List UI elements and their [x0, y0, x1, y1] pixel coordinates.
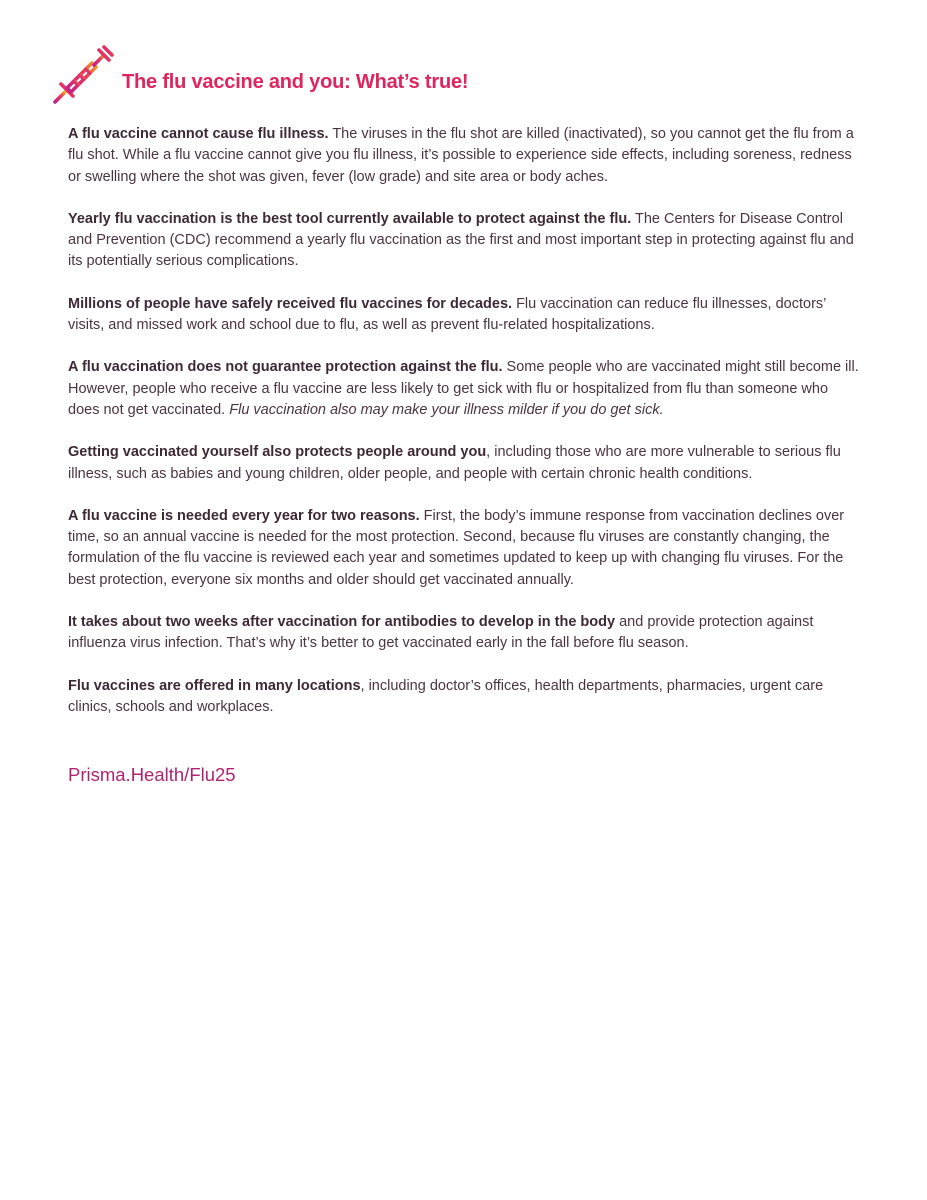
paragraph-text: , including those who are more vulnerable to serious flu illness, such as babies and young children, older people, and people with certain chronic health conditions. — [68, 444, 841, 482]
header — [52, 44, 872, 108]
paragraph-lead: Getting vaccinated yourself also protects people around you — [68, 444, 487, 461]
paragraph-text: The Centers for Disease Control and Prevention (CDC) recommend a yearly flu vaccination as the first and most important step in protecting against flu and its potentially serious complications. — [68, 210, 854, 270]
paragraph-lead: Flu vaccines are offered in many locations — [68, 677, 361, 694]
paragraph-text: and provide protection against influenza virus infection. That’s why it’s better to get vaccinated early in the fall before flu season. — [68, 614, 814, 652]
paragraph-lead: A flu vaccine cannot cause flu illness. — [68, 126, 329, 142]
paragraph-lead: It takes about two weeks after vaccination for antibodies to develop in the body — [68, 614, 616, 631]
page-title: The flu vaccine and you: What’s true! — [122, 71, 469, 93]
paragraph-text: Flu vaccination can reduce flu illnesses, doctors’ visits, and missed work and school due to flu, as well as prevent flu-related hospitalizations. — [68, 295, 826, 334]
paragraph-flu-vaccine-safety — [68, 124, 863, 188]
paragraph-two-reasons — [68, 506, 863, 591]
paragraph-lead: A flu vaccination does not guarantee protection against the flu. — [68, 359, 503, 376]
paragraph-text: The viruses in the flu shot are killed (inactivated), so you cannot get the flu from a flu shot. While a flu vaccine cannot give you flu illness, it’s possible to experience side effects, including soreness, redness or swelling where the shot was given, fever (low grade) and site area or body aches. — [68, 126, 854, 185]
paragraph-lead: A flu vaccine is needed every year for two reasons. — [68, 507, 420, 524]
syringe-icon — [52, 44, 116, 108]
paragraph-text: Some people who are vaccinated might still become ill. However, people who receive a flu vaccine are less likely to get sick with flu or hospitalized from flu than someone who does not get vaccinated. — [68, 359, 859, 418]
paragraph-text: First, the body’s immune response from vaccination declines over time, so an annual vaccine is needed for the most protection. Second, because flu viruses are constantly changing, the formulation of the flu vaccine is reviewed each year and sometimes updated to keep up with changing flu viruses. For the best protection, everyone six months and older should get vaccinated annually. — [68, 507, 845, 588]
paragraph-yearly-vaccination — [68, 209, 863, 273]
paragraph-italic-note: Flu vaccination also may make your illness milder if you do get sick. — [229, 401, 664, 418]
paragraph-millions-vaccinated — [68, 294, 863, 337]
paragraph-protects-others — [68, 442, 863, 485]
paragraph-locations — [68, 676, 863, 719]
paragraph-text: , including doctor’s offices, health departments, pharmacies, urgent care clinics, schools and workplaces. — [68, 677, 824, 715]
document-body — [68, 124, 863, 739]
prisma-health-flu-link[interactable]: Prisma.Health/Flu25 — [68, 764, 236, 785]
paragraph-two-weeks — [68, 612, 863, 655]
paragraph-lead: Yearly flu vaccination is the best tool currently available to protect against the flu. — [68, 210, 632, 227]
paragraph-no-guarantee — [68, 357, 863, 421]
paragraph-lead: Millions of people have safely received flu vaccines for decades. — [68, 295, 513, 312]
